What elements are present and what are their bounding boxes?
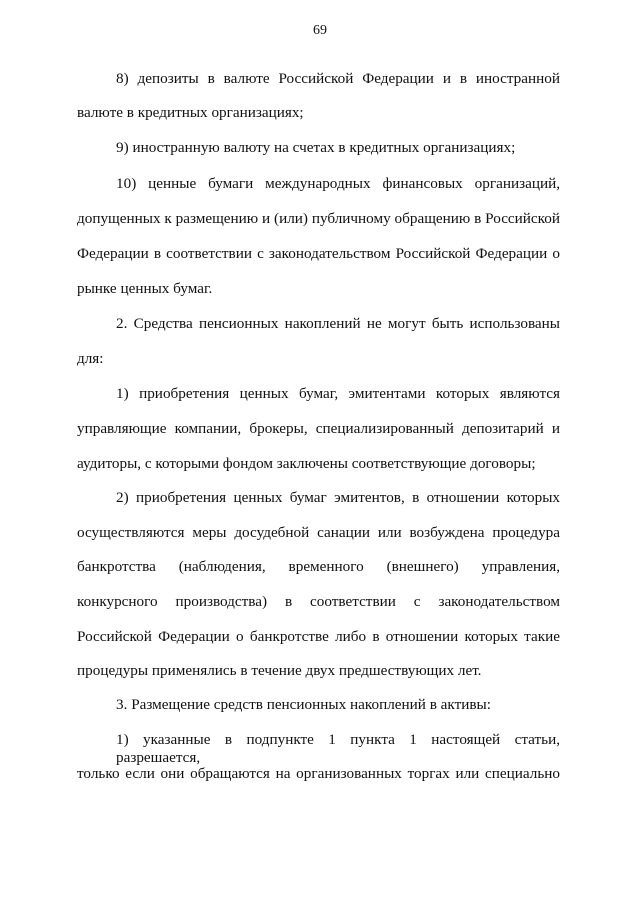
text-line: только если они обращаются на организованных торгах или специально bbox=[77, 765, 560, 782]
text-line: аудиторы, с которыми фондом заключены соответствующие договоры; bbox=[77, 455, 536, 472]
text-line: Российской Федерации о банкротстве либо в отношении которых такие bbox=[77, 628, 560, 645]
text-line: для: bbox=[77, 350, 104, 367]
text-line: 9) иностранную валюту на счетах в кредитных организациях; bbox=[116, 139, 516, 156]
text-line: осуществляются меры досудебной санации или возбуждена процедура bbox=[77, 524, 560, 541]
text-line: рынке ценных бумаг. bbox=[77, 280, 213, 297]
text-line: 2) приобретения ценных бумаг эмитентов, в отношении которых bbox=[116, 489, 560, 506]
text-line: 3. Размещение средств пенсионных накоплений в активы: bbox=[116, 696, 491, 713]
page-number: 69 bbox=[313, 23, 327, 38]
text-line: Федерации в соответствии с законодательством Российской Федерации о bbox=[77, 245, 560, 262]
text-line: управляющие компании, брокеры, специализированный депозитарий и bbox=[77, 420, 560, 437]
text-line: 1) приобретения ценных бумаг, эмитентами которых являются bbox=[116, 385, 560, 402]
text-line: 10) ценные бумаги международных финансовых организаций, bbox=[116, 175, 560, 192]
text-line: валюте в кредитных организациях; bbox=[77, 104, 304, 121]
text-line: 2. Средства пенсионных накоплений не могут быть использованы bbox=[116, 315, 560, 332]
text-line: конкурсного производства) в соответствии с законодательством bbox=[77, 593, 560, 610]
text-line: процедуры применялись в течение двух предшествующих лет. bbox=[77, 662, 482, 679]
text-line: 1) указанные в подпункте 1 пункта 1 настоящей статьи, разрешается, bbox=[116, 731, 560, 766]
text-line: допущенных к размещению и (или) публичному обращению в Российской bbox=[77, 210, 560, 227]
text-line: банкротства (наблюдения, временного (внешнего) управления, bbox=[77, 558, 560, 575]
text-line: 8) депозиты в валюте Российской Федерации и в иностранной bbox=[116, 70, 560, 87]
